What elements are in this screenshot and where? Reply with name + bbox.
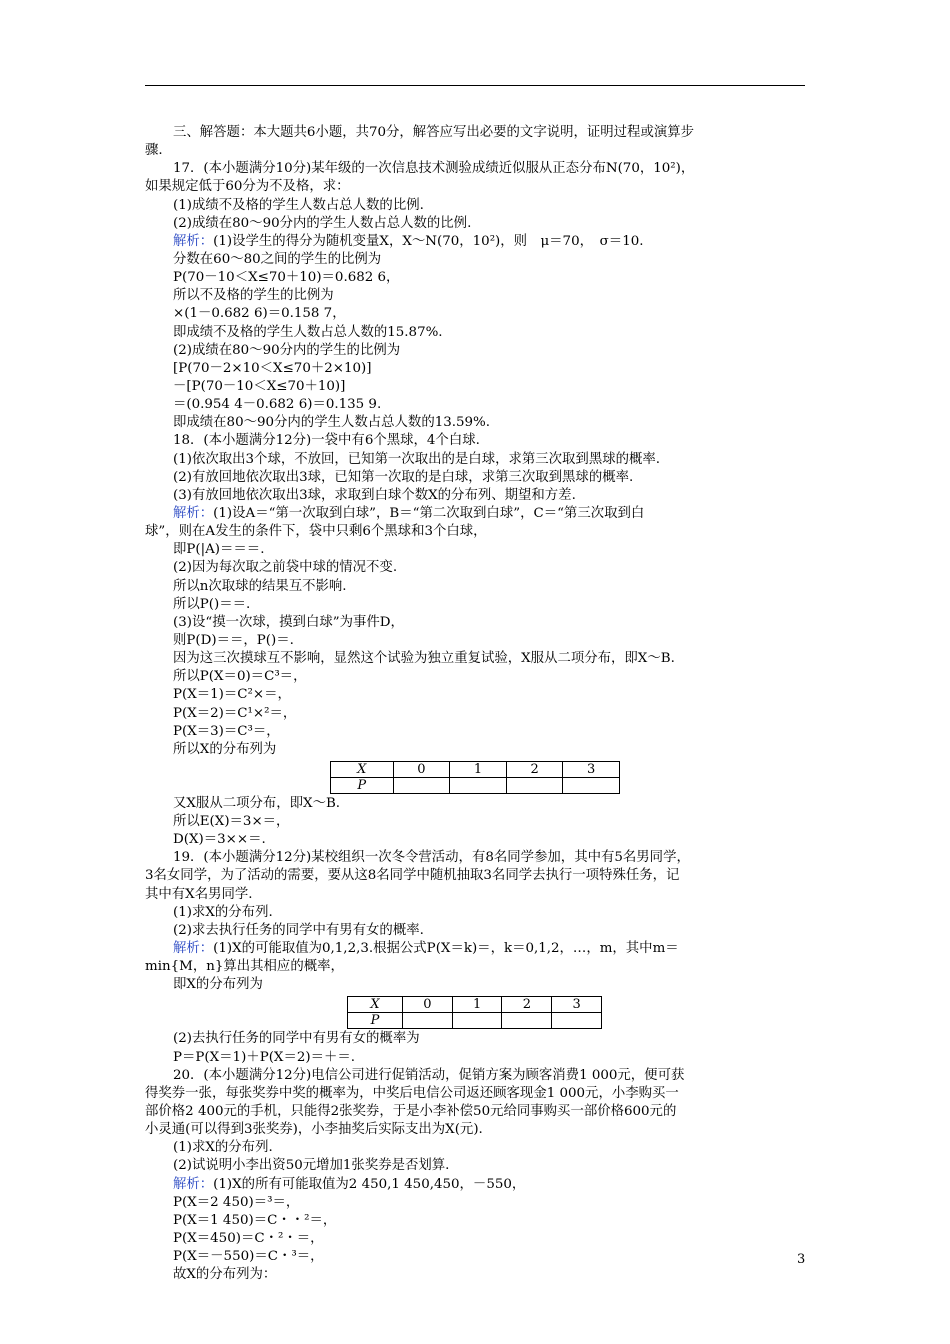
text-line	[145, 795, 810, 813]
line-text: 所以P()＝＝.	[173, 596, 251, 612]
text-line	[145, 705, 810, 723]
text-line	[145, 233, 810, 251]
text-line	[145, 867, 810, 885]
text-line	[145, 559, 810, 577]
line-text: 所以P(X＝0)＝C³＝，	[173, 669, 307, 685]
line-text: (3)设“摸一次球，摸到白球”为事件D，	[173, 614, 404, 630]
line-text: P(X＝1)＝C²×＝，	[173, 687, 291, 703]
solution-label: 解析：	[173, 505, 214, 521]
line-text: 小灵通(可以得到3张奖券)，小李抽奖后实际支出为X(元).	[145, 1122, 483, 1138]
header-rule	[145, 85, 805, 86]
line-text: P(X＝3)＝C³＝，	[173, 723, 280, 739]
text-line	[145, 614, 810, 632]
line-text: 则P(D)＝＝，P()＝.	[173, 632, 294, 648]
line-text: P(X＝2 450)＝³＝，	[173, 1194, 300, 1210]
text-line	[145, 1121, 810, 1139]
text-line	[145, 1176, 810, 1194]
text-line	[145, 904, 810, 922]
text-line	[145, 215, 810, 233]
text-line	[145, 922, 810, 940]
table-cell: P	[331, 777, 394, 793]
text-line	[145, 1085, 810, 1103]
table-cell: X	[348, 997, 403, 1013]
text-line	[145, 160, 810, 178]
text-line	[145, 541, 810, 559]
text-line	[145, 342, 810, 360]
line-text: (1)X的所有可能取值为2 450,1 450,450，－550，	[213, 1176, 526, 1192]
text-line	[145, 723, 810, 741]
text-line	[145, 251, 810, 269]
text-line	[145, 197, 810, 215]
text-line	[145, 124, 810, 142]
text-line	[145, 142, 810, 160]
table-header-row	[331, 761, 620, 777]
line-text: 又X服从二项分布，即X～B.	[173, 795, 341, 811]
line-text: (1)求X的分布列.	[173, 1140, 273, 1156]
line-text: 故X的分布列为：	[173, 1267, 277, 1283]
line-text: 17．(本小题满分10分)某年级的一次信息技术测验成绩近似服从正态分布N(70，10²)，	[173, 161, 695, 177]
line-text: 3名女同学，为了活动的需要，要从这8名同学中随机抽取3名同学去执行一项特殊任务，记	[145, 868, 680, 884]
text-line	[145, 940, 810, 958]
text-line	[145, 1230, 810, 1248]
line-text: (1)依次取出3个球，不放回，已知第一次取出的是白球，求第三次取到黑球的概率.	[173, 451, 661, 467]
line-text: min{M，n}算出其相应的概率，	[145, 959, 344, 975]
line-text: 分数在60～80之间的学生的比例为	[173, 251, 382, 267]
solution-label: 解析：	[173, 233, 214, 249]
line-text: 因为这三次摸球互不影响，显然这个试验为独立重复试验，X服从二项分布，即X～B.	[173, 651, 675, 667]
text-line	[145, 432, 810, 450]
line-text: 即成绩在80～90分内的学生人数占总人数的13.59%.	[173, 415, 491, 431]
table-cell: X	[331, 761, 394, 777]
line-text: 18．(本小题满分12分)一袋中有6个黑球，4个白球.	[173, 433, 480, 449]
text-line	[145, 831, 810, 849]
table-cell: 0	[403, 997, 453, 1013]
text-line	[145, 1194, 810, 1212]
line-text: 所以不及格的学生的比例为	[173, 288, 334, 304]
line-text: (1)X的可能取值为0,1,2,3.根据公式P(X＝k)＝，k＝0,1,2，…，m，其中m＝	[213, 941, 679, 957]
text-line	[145, 668, 810, 686]
line-text: D(X)＝3××＝.	[173, 832, 266, 848]
table-cell	[563, 777, 620, 793]
line-text: (2)求去执行任务的同学中有男有女的概率.	[173, 922, 424, 938]
table-row	[331, 777, 620, 793]
text-line	[145, 451, 810, 469]
text-line	[145, 686, 810, 704]
solution-label: 解析：	[173, 1176, 214, 1192]
line-text: 即P(|A)＝＝＝.	[173, 542, 265, 558]
text-line	[145, 360, 810, 378]
text-line	[145, 487, 810, 505]
line-text: (2)成绩在80～90分内的学生的比例为	[173, 342, 401, 358]
table-row	[348, 1013, 602, 1029]
line-text: 所以E(X)＝3×＝，	[173, 814, 290, 830]
text-block-c	[145, 1030, 810, 1284]
text-line	[145, 287, 810, 305]
table1-wrap	[145, 759, 810, 795]
page-content	[145, 124, 810, 1284]
text-line	[145, 269, 810, 287]
text-line	[145, 849, 810, 867]
text-line	[145, 741, 810, 759]
line-text: 得奖券一张，每张奖券中奖的概率为，中奖后电信公司返还顾客现金1 000元，小李购买一	[145, 1085, 679, 1101]
table-cell: P	[348, 1013, 403, 1029]
distribution-table-2	[347, 996, 602, 1029]
line-text: 20．(本小题满分12分)电信公司进行促销活动，促销方案为顾客消费1 000元，便可获	[173, 1067, 685, 1083]
line-text: (1)设学生的得分为随机变量X，X～N(70，10²)，则 μ＝70， σ＝10.	[213, 233, 644, 249]
text-line	[145, 650, 810, 668]
table-cell: 1	[452, 997, 502, 1013]
text-line	[145, 632, 810, 650]
line-text: 其中有X名男同学.	[145, 886, 253, 902]
text-line	[145, 578, 810, 596]
table-cell: 1	[450, 761, 507, 777]
line-text: (2)去执行任务的同学中有男有女的概率为	[173, 1031, 420, 1047]
line-text: 骤.	[145, 143, 163, 159]
line-text: (2)有放回地依次取出3球，已知第一次取的是白球，求第三次取到黑球的概率.	[173, 469, 634, 485]
text-block-a	[145, 124, 810, 759]
line-text: (2)因为每次取之前袋中球的情况不变.	[173, 560, 398, 576]
line-text: 所以n次取球的结果互不影响.	[173, 578, 347, 594]
text-line	[145, 1212, 810, 1230]
line-text: (2)试说明小李出资50元增加1张奖券是否划算.	[173, 1158, 450, 1174]
line-text: ＝(0.954 4－0.682 6)＝0.135 9.	[173, 397, 382, 413]
solution-label: 解析：	[173, 941, 214, 957]
line-text: (1)设A＝“第一次取到白球”，B＝“第二次取到白球”，C＝“第三次取到白	[213, 505, 645, 521]
line-text: 即X的分布列为	[173, 977, 263, 993]
text-line	[145, 1157, 810, 1175]
text-line	[145, 1248, 810, 1266]
text-line	[145, 886, 810, 904]
line-text: 所以X的分布列为	[173, 741, 277, 757]
text-line	[145, 1030, 810, 1048]
text-line	[145, 414, 810, 432]
text-line	[145, 958, 810, 976]
line-text: P(70－10＜X≤70＋10)＝0.682 6，	[173, 270, 400, 286]
text-block-b	[145, 795, 810, 995]
line-text: (3)有放回地依次取出3球，求取到白球个数X的分布列、期望和方差.	[173, 487, 576, 503]
line-text: 部价格2 400元的手机，只能得2张奖券，于是小李补偿50元给同事购买一部价格600元的	[145, 1104, 677, 1120]
table-cell	[393, 777, 450, 793]
table-cell: 0	[393, 761, 450, 777]
table-cell	[403, 1013, 453, 1029]
page-number: 3	[797, 1252, 806, 1267]
text-line	[145, 1067, 810, 1085]
line-text: 19．(本小题满分12分)某校组织一次冬令营活动，有8名同学参加，其中有5名男同学，	[173, 850, 690, 866]
text-line	[145, 523, 810, 541]
text-line	[145, 976, 810, 994]
text-line	[145, 469, 810, 487]
table-cell	[552, 1013, 602, 1029]
line-text: (2)成绩在80～90分内的学生人数占总人数的比例.	[173, 215, 472, 231]
table2-wrap	[145, 994, 810, 1030]
line-text: (1)求X的分布列.	[173, 904, 273, 920]
line-text: 如果规定低于60分为不及格，求：	[145, 179, 350, 195]
table-cell	[502, 1013, 552, 1029]
text-line	[145, 813, 810, 831]
line-text: －[P(70－10＜X≤70＋10)]	[173, 378, 346, 394]
line-text: 即成绩不及格的学生人数占总人数的15.87%.	[173, 324, 443, 340]
text-line	[145, 596, 810, 614]
table-cell: 3	[552, 997, 602, 1013]
table-cell: 2	[506, 761, 563, 777]
text-line	[145, 1103, 810, 1121]
table-cell	[506, 777, 563, 793]
table-cell	[452, 1013, 502, 1029]
text-line	[145, 178, 810, 196]
text-line	[145, 1266, 810, 1284]
line-text: P(X＝450)＝C・²・＝，	[173, 1231, 324, 1247]
text-line	[145, 1049, 810, 1067]
line-text: (1)成绩不及格的学生人数占总人数的比例.	[173, 197, 424, 213]
line-text: P＝P(X＝1)＋P(X＝2)＝＋＝.	[173, 1049, 356, 1065]
line-text: [P(70－2×10＜X≤70＋2×10)]	[173, 360, 372, 376]
line-text: 球”，则在A发生的条件下，袋中只剩6个黑球和3个白球，	[145, 524, 487, 540]
table-cell	[450, 777, 507, 793]
line-text: 三、解答题：本大题共6小题，共70分，解答应写出必要的文字说明，证明过程或演算步	[173, 125, 695, 140]
table-header-row	[348, 997, 602, 1013]
distribution-table-1	[330, 761, 620, 794]
table-cell: 2	[502, 997, 552, 1013]
table-cell: 3	[563, 761, 620, 777]
line-text: P(X＝1 450)＝C・・²＝，	[173, 1212, 337, 1228]
text-line	[145, 305, 810, 323]
line-text: P(X＝－550)＝C・³＝，	[173, 1249, 324, 1265]
text-line	[145, 1139, 810, 1157]
text-line	[145, 505, 810, 523]
text-line	[145, 396, 810, 414]
text-line	[145, 378, 810, 396]
text-line	[145, 324, 810, 342]
line-text: P(X＝2)＝C¹×²＝，	[173, 705, 297, 721]
line-text: ×(1－0.682 6)＝0.158 7，	[173, 306, 346, 322]
